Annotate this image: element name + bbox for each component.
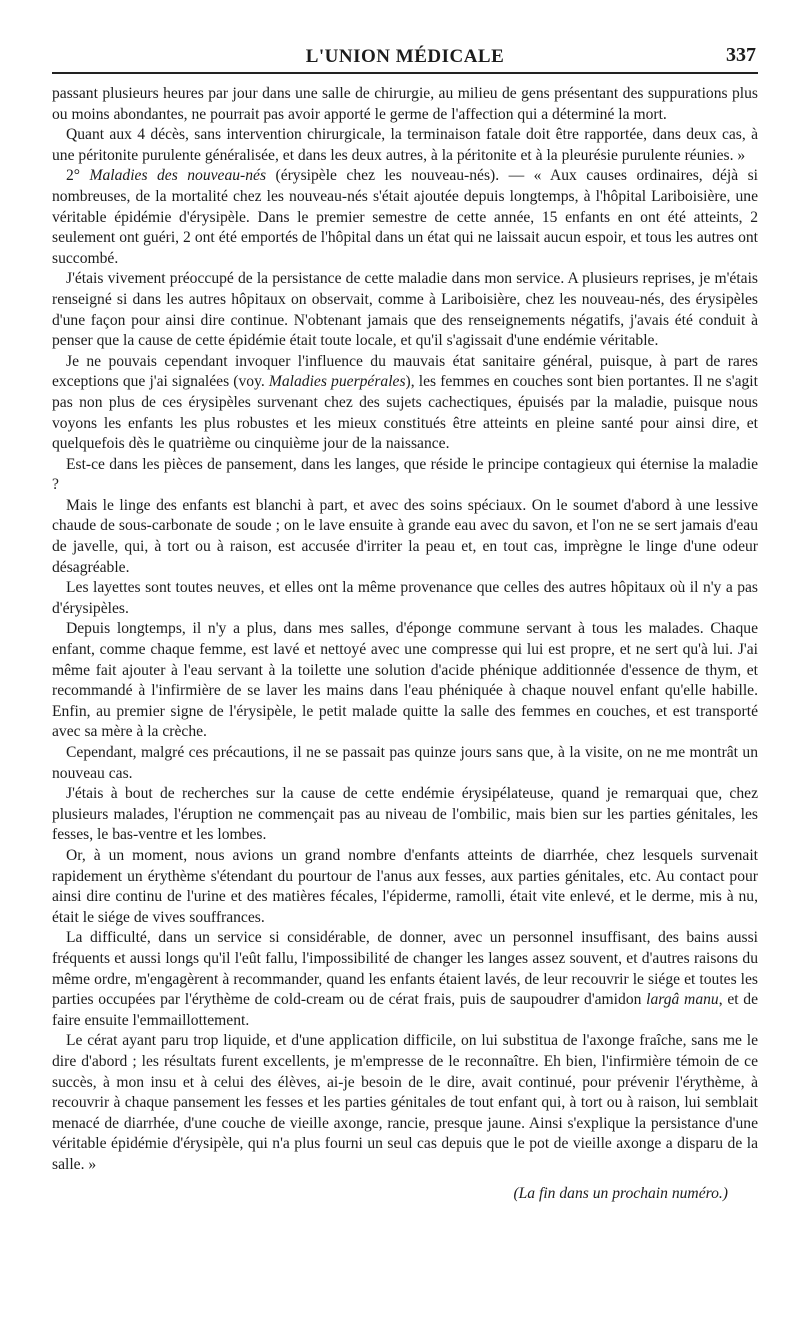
paragraph: J'étais vivement préoccupé de la persistance de cette maladie dans mon service. A plusieurs reprises, je m'étais renseigné si dans les autres hôpitaux on observait, comme à Lariboisière, chez les nouveau-nés, des érysipèles d'une façon pour ainsi dire continue. N'obtenant jamais que des renseignements négatifs, j'avais été conduit à penser que la cause de cette épidémie était toute locale, et qu'il s'agissait d'une endémie véritable.	[52, 270, 758, 350]
paragraph-text: (érysipèle chez les nouveau-nés). — « Aux causes ordinaires, déjà si nombreuses, de la mortalité chez les nouveau-nés s'était ajoutée depuis longtemps, à l'hôpital Lariboisière, une véritable épidémie d'érysipèle. Dans le premier semestre de cette année, 15 enfants en ont été atteints, 2 seulement ont guéri, 2 ont été emportés de l'hôpital dans un état qui ne laissait aucun espoir, et tous les autres ont succombé.	[52, 167, 758, 267]
section-marker: 2°	[66, 167, 81, 185]
paragraph-text: La difficulté, dans un service si considérable, de donner, avec un personnel insuffisant, des bains aussi fréquents et aussi longs qu'il l'eût fallu, l'impossibilité de changer les langes assez souvent, et d'autres raisons du même ordre, m'engagèrent à recommander, quand les enfants étaient lavés, de leur recouvrir le siége et toutes les parties occupées par l'érythème de cold-cream ou de cérat frais, puis de saupoudrer d'amidon	[52, 929, 758, 1009]
paragraph-text: Je ne pouvais cependant invoquer l'influence du mauvais état sanitaire général, puisque, à part de rares exceptions que j'ai signalées (voy.	[52, 352, 758, 391]
paragraph: J'étais à bout de recherches sur la cause de cette endémie érysipélateuse, quand je remarquai que, chez plusieurs malades, l'éruption ne commençait pas au niveau de l'ombilic, mais bien sur les parties génitales, les fesses, le bas-ventre et les lombes.	[52, 785, 758, 844]
paragraph-text: ), les femmes en couches sont bien portantes. Il ne s'agit pas non plus de ces érysipèles survenant chez des sujets cachectiques, épuisés par la maladie, puisque nous voyons les enfants les plus robustes et les mieux constitués être atteints en pleine santé pour ainsi dire, et quelquefois dès le quatrième ou cinquième jour de la naissance.	[52, 373, 758, 453]
paragraph: Or, à un moment, nous avions un grand nombre d'enfants atteints de diarrhée, chez lesquels survenait rapidement un érythème s'étendant du pourtour de l'anus aux fesses, aux parties génitales, etc. Au contact pour ainsi dire continu de l'urine et des matières fécales, l'épiderme, ramolli, était vite enlevé, et le derme, mis à nu, était le siége de vives souffrances.	[52, 846, 758, 926]
page-header	[52, 0, 758, 72]
paragraph: Cependant, malgré ces précautions, il ne se passait pas quinze jours sans que, à la visite, on ne me montrât un nouveau cas.	[52, 744, 758, 782]
paragraph-with-reference	[52, 352, 758, 455]
paragraph: Est-ce dans les pièces de pansement, dans les langes, que réside le principe contagieux qui éternise la maladie ?	[52, 455, 758, 494]
paragraph-text: , et de faire ensuite l'emmaillottement.	[52, 991, 759, 1029]
paragraph-section-2	[52, 166, 758, 269]
article-body	[52, 84, 758, 1175]
paragraph-with-latin	[52, 928, 758, 1031]
reference-title: Maladies puerpérales	[268, 373, 406, 391]
paragraph: Quant aux 4 décès, sans intervention chirurgicale, la terminaison fatale doit être rapportée, dans deux cas, à une péritonite purulente généralisée, et dans les deux autres, à la péritonite et à la pleurésie purulente réunies. »	[52, 126, 758, 164]
page-number: 337	[726, 44, 756, 66]
section-title: Maladies des nouveau-nés	[89, 167, 267, 185]
continuation-note: (La fin dans un prochain numéro.)	[513, 1185, 728, 1203]
paragraph: Le cérat ayant paru trop liquide, et d'une application difficile, on lui substitua de l'axonge fraîche, sans me le dire d'abord ; les résultats furent excellents, je m'empresse de le reconnaître. Eh bien, l'infirmière témoin de ce succès, à mon insu et à celui des élèves, ai-je besoin de le dire, avait continué, pour prévenir l'érythème, à recouvrir à chaque pansement les fesses et les parties génitales de tout enfant qui, à tort ou à raison, lui semblait menacé de diarrhée, d'une couche de vieille axonge, rancie, presque jaune. Ainsi s'explique la persistance d'une véritable épidémie d'érysipèle, qui n'a plus fourni un seul cas depuis que le pot de vieille axonge a disparu de la salle. »	[52, 1032, 758, 1173]
paragraph: Depuis longtemps, il n'y a plus, dans mes salles, d'éponge commune servant à tous les malades. Chaque enfant, comme chaque femme, est lavé et nettoyé avec une compresse qui lui est propre, et ne sert qu'à lui. J'ai même fait ajouter à l'eau servant à la toilette une solution d'acide phénique additionnée d'essence de thym, et recommandé à l'infirmière de se laver les mains dans l'eau phéniquée à chaque nouvel enfant qu'elle habille. Enfin, au premier signe de l'érysipèle, le petit malade quitte la salle des femmes en couches, et est transporté avec sa mère à la crèche.	[52, 620, 758, 741]
running-title: L'UNION MÉDICALE	[305, 46, 505, 67]
header-rule	[52, 72, 758, 74]
paragraph: Mais le linge des enfants est blanchi à part, et avec des soins spéciaux. On le soumet d'abord à une lessive chaude de sous-carbonate de soude ; on le lave ensuite à grande eau avec du savon, et l'on ne se sert jamais d'eau de javelle, qui, à tort ou à raison, est accusée d'irriter la peau et, en tout cas, imprègne le linge d'une odeur désagréable.	[52, 496, 758, 576]
latin-phrase: largâ manu	[646, 991, 719, 1009]
paragraph: Les layettes sont toutes neuves, et elles ont la même provenance que celles des autres hôpitaux où il n'y a pas d'érysipèles.	[52, 579, 758, 617]
paragraph: passant plusieurs heures par jour dans une salle de chirurgie, au milieu de gens présentant des suppurations plus ou moins abondantes, ne pourrait pas avoir apporté le germe de l'affection qui a déterminé la mort.	[52, 85, 758, 123]
